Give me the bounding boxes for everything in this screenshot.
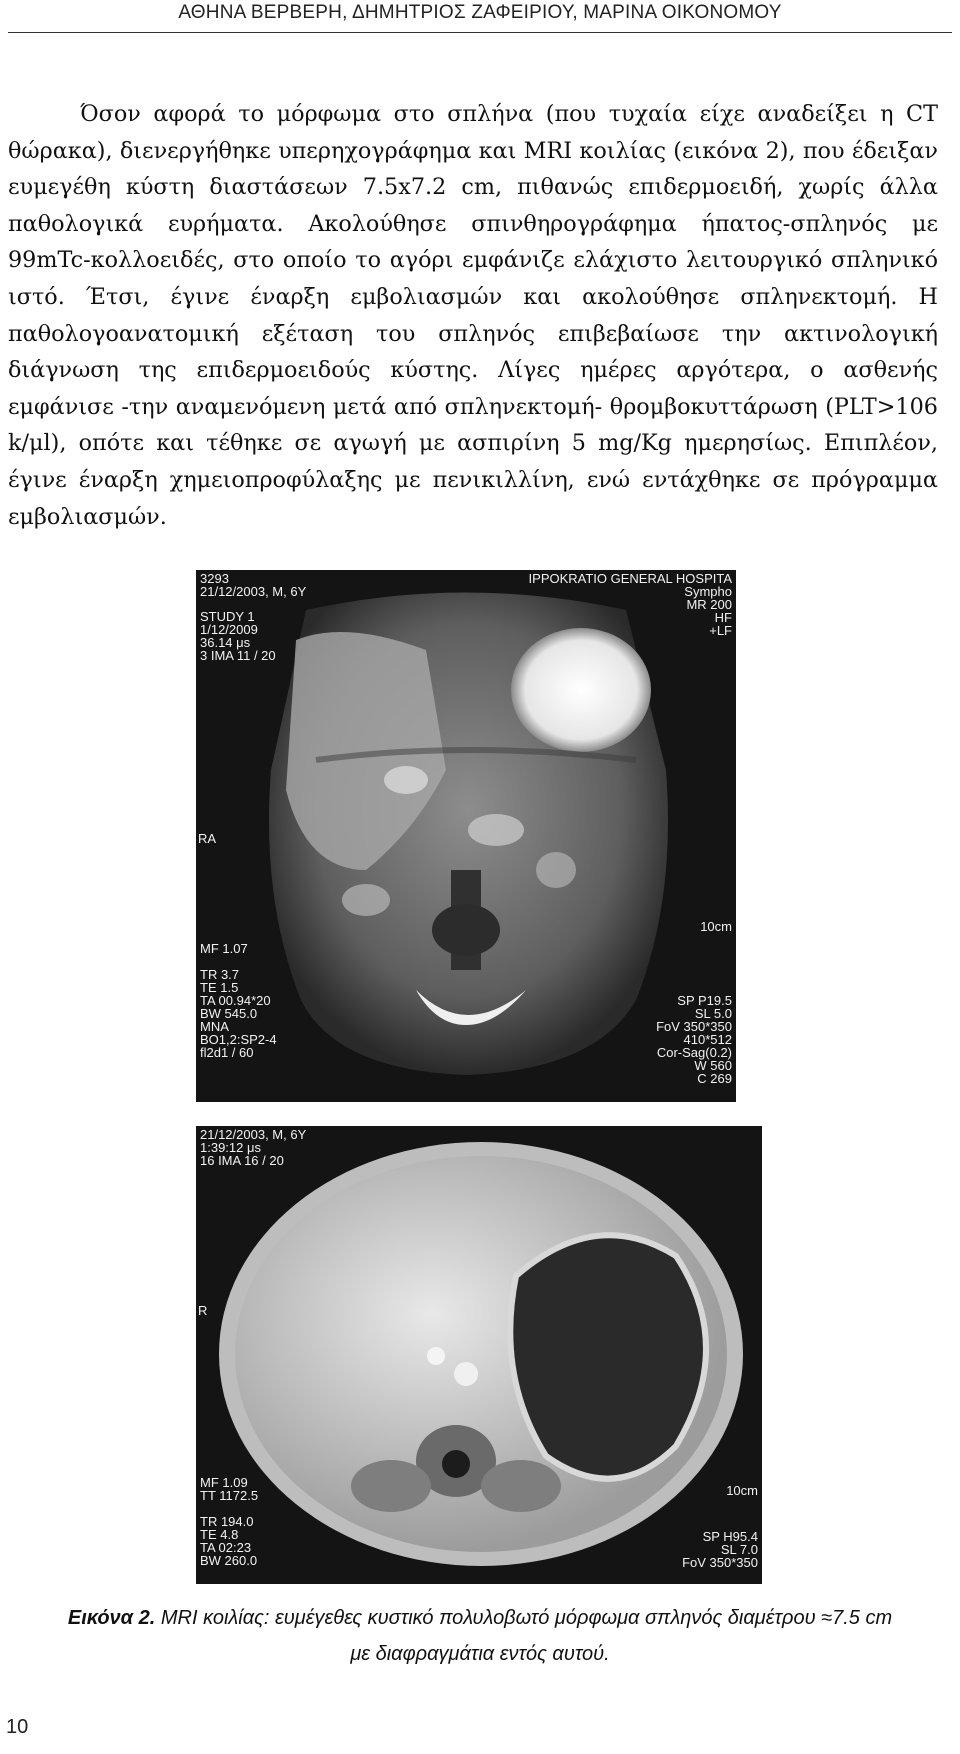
axial-params-left: MF 1.09 TT 1172.5 TR 194.0 TE 4.8 TA 02:23 BW 260.0	[200, 1475, 259, 1568]
caption-line-1: MRI κοιλίας: ευμέγεθες κυστικό πολυλοβωτό μόρφωμα σπληνός διαμέτρου ≈7.5 cm	[160, 1607, 893, 1629]
coronal-mri-drawing	[196, 570, 736, 1102]
caption-label: Εικόνα 2.	[67, 1607, 156, 1629]
coronal-mri-image	[196, 570, 736, 1102]
axial-mri-image	[196, 1126, 762, 1584]
page-number: 10	[6, 1716, 29, 1738]
caption-line-2: με διαφραγμάτια εντός αυτού.	[350, 1643, 610, 1665]
coronal-top-right-label: IPPOKRATIO GENERAL HOSPITA Sympho MR 200 HF +LF	[528, 571, 732, 638]
axial-mri-drawing	[196, 1126, 762, 1584]
figure-caption	[8, 1600, 952, 1672]
header-rule	[8, 32, 952, 33]
body-paragraph: Όσον αφορά το μόρφωμα στο σπλήνα (που τυχαία είχε αναδείξει η CT θώρακα), διενεργήθηκε υπερηχογράφημα και MRI κοιλίας (εικόνα 2), που έδειξαν ευμεγέθη κύστη διαστάσεων 7.5x7.2 cm, πιθανώς επιδερμοειδή, χωρίς άλλα παθολογικά ευρήματα. Ακολούθησε σπινθηρογράφημα ήπατος-σπληνός με 99mTc-κολλοειδές, στο οποίο το αγόρι εμφάνιζε ελάχιστο λειτουργικό σπληνικό ιστό. Έτσι, έγινε έναρξη εμβολιασμών και ακολούθησε σπληνεκτομή. Η παθολογοανατομική εξέταση του σπληνός επιβεβαίωσε την ακτινολογική διάγνωση της επιδερμοειδούς κύστης. Λίγες ημέρες αργότερα, ο ασθενής εμφάνισε -την αναμενόμενη μετά από σπληνεκτομή- θρομβοκυττάρωση (PLT>106 k/μl), οπότε και τέθηκε σε αγωγή με ασπιρίνη 5 mg/Kg ημερησίως. Επιπλέον, έγινε έναρξη χημειοπροφύλαξης με πενικιλλίνη, ενώ εντάχθηκε σε πρόγραμμα εμβολιασμών.	[8, 101, 938, 530]
coronal-params-right: SP P19.5 SL 5.0 FoV 350*350 410*512 Cor-Sag(0.2) W 560 C 269	[656, 993, 732, 1086]
axial-scale-label: 10cm	[726, 1483, 758, 1498]
coronal-scale-label: 10cm	[700, 919, 732, 934]
coronal-params-left: MF 1.07 TR 3.7 TE 1.5 TA 00.94*20 BW 545.0 MNA BO1,2:SP2-4 fl2d1 / 60	[200, 941, 277, 1060]
axial-orientation-label: R	[198, 1303, 208, 1318]
axial-top-left-label: 21/12/2003, M, 6Y 1:39:12 μs 16 IMA 16 / 20	[200, 1127, 307, 1168]
running-header: ΑΘΗΝΑ ΒΕΡΒΕΡΗ, ΔΗΜΗΤΡΙΟΣ ΖΑΦΕΙΡΙΟΥ, ΜΑΡΙΝΑ ΟΙΚΟΝΟΜΟΥ	[178, 2, 782, 23]
coronal-orientation-label: RA	[198, 831, 217, 846]
coronal-top-left-label: 3293 21/12/2003, M, 6Y	[200, 571, 307, 599]
axial-params-right: SP H95.4 SL 7.0 FoV 350*350	[682, 1529, 758, 1570]
coronal-study-label: STUDY 1 1/12/2009 36.14 μs 3 IMA 11 / 20	[200, 609, 276, 663]
